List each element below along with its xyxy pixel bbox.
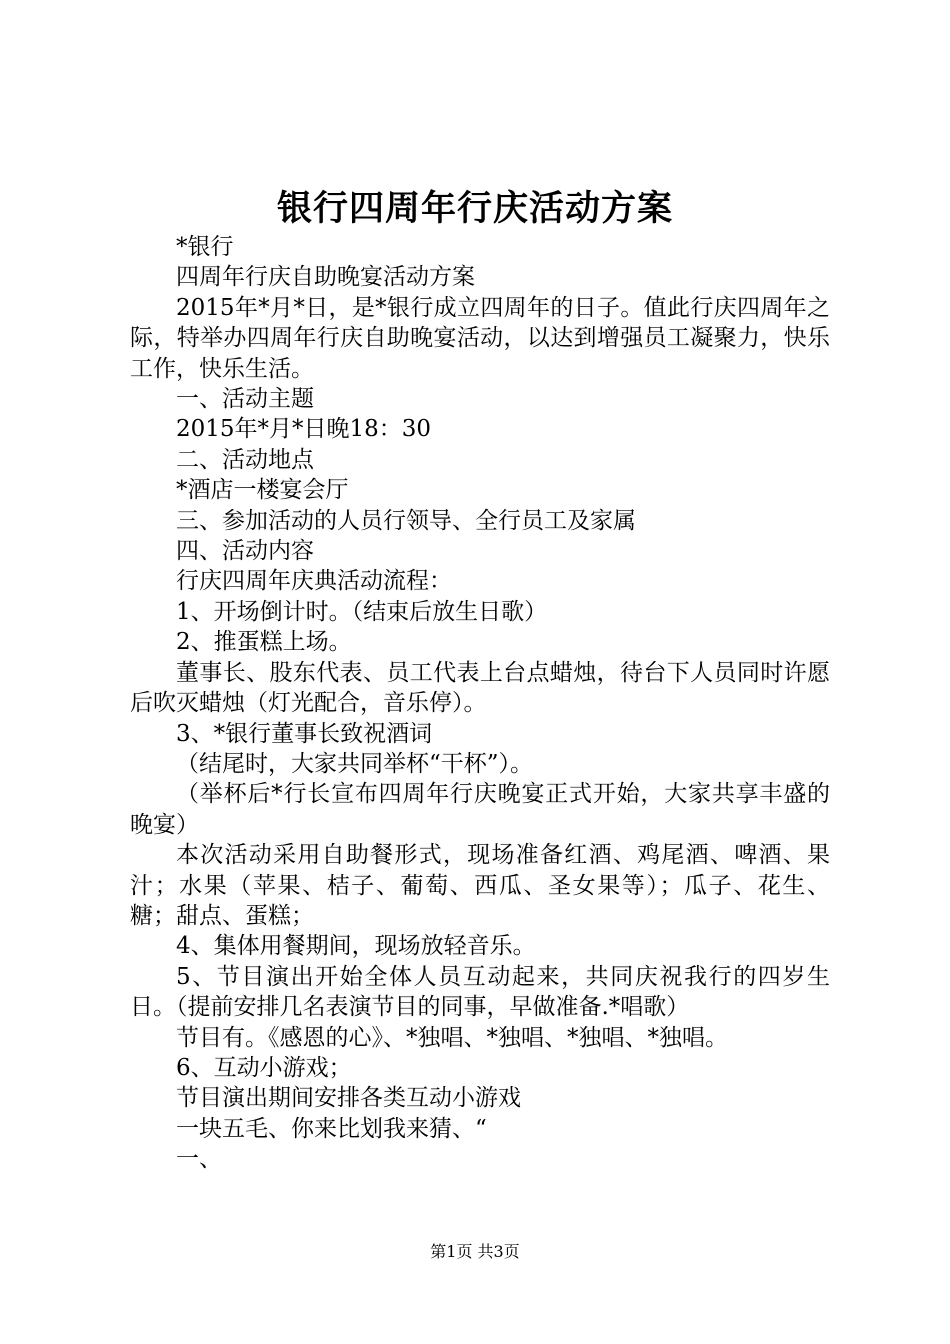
- paragraph-flow-heading: 行庆四周年庆典活动流程：: [176, 568, 452, 595]
- paragraph-toast-end: （结尾时，大家共同举杯“干杯”）。: [176, 750, 534, 777]
- paragraph-intro: 2015年*月*日，是*银行成立四周年的日子。值此行庆四周年之际，特举办四周年行庆自助晚宴活动，以达到增强员工凝聚力，快乐工作，快乐生活。: [130, 294, 830, 382]
- section-heading-participants: 三、参加活动的人员行领导、全行员工及家属: [176, 507, 636, 534]
- document-title: 银行四周年行庆活动方案: [276, 188, 673, 229]
- paragraph-location: *酒店一楼宴会厅: [176, 477, 349, 504]
- list-item-performance: 5、节目演出开始全体人员互动起来，共同庆祝我行的四岁生日。（提前安排几名表演节目的同事，早做准备.*唱歌）: [130, 963, 830, 1021]
- list-item-music: 4、集体用餐期间，现场放轻音乐。: [176, 933, 536, 960]
- page-footer: 第1页 共3页: [430, 1242, 520, 1261]
- paragraph-games-desc: 节目演出期间安排各类互动小游戏: [176, 1085, 521, 1112]
- section-heading-theme: 一、活动主题: [176, 386, 314, 413]
- section-heading-content: 四、活动内容: [176, 538, 314, 565]
- paragraph-event-time: 2015年*月*日晚18：30: [176, 416, 432, 443]
- section-heading-location: 二、活动地点: [176, 446, 314, 473]
- paragraph-candles: 董事长、股东代表、员工代表上台点蜡烛，待台下人员同时许愿后吹灭蜡烛（灯光配合，音乐停）。: [130, 659, 830, 717]
- paragraph-games-list: 一块五毛、你来比划我来猜、“: [176, 1115, 487, 1142]
- list-item-countdown: 1、开场倒计时。（结束后放生日歌）: [176, 598, 548, 625]
- paragraph-bank-name: *银行: [176, 234, 234, 260]
- list-item-games: 6、互动小游戏；: [176, 1054, 352, 1081]
- paragraph-banquet-start: （举杯后*行长宣布四周年行庆晚宴正式开始，大家共享丰盛的晚宴）: [130, 781, 830, 838]
- list-item-toast: 3、*银行董事长致祝酒词: [176, 720, 433, 747]
- list-item-cake: 2、推蛋糕上场。: [176, 629, 352, 656]
- paragraph-program: 节目有。《感恩的心》、*独唱、*独唱、*独唱、*独唱。: [176, 1024, 728, 1051]
- paragraph-trailing: 一、: [176, 1146, 222, 1173]
- paragraph-buffet: 本次活动采用自助餐形式，现场准备红酒、鸡尾酒、啤酒、果汁；水果（苹果、桔子、葡萄、西瓜、圣女果等）；瓜子、花生、糖；甜点、蛋糕；: [130, 842, 830, 929]
- paragraph-subtitle: 四周年行庆自助晚宴活动方案: [176, 264, 475, 291]
- document-body: [130, 232, 830, 1175]
